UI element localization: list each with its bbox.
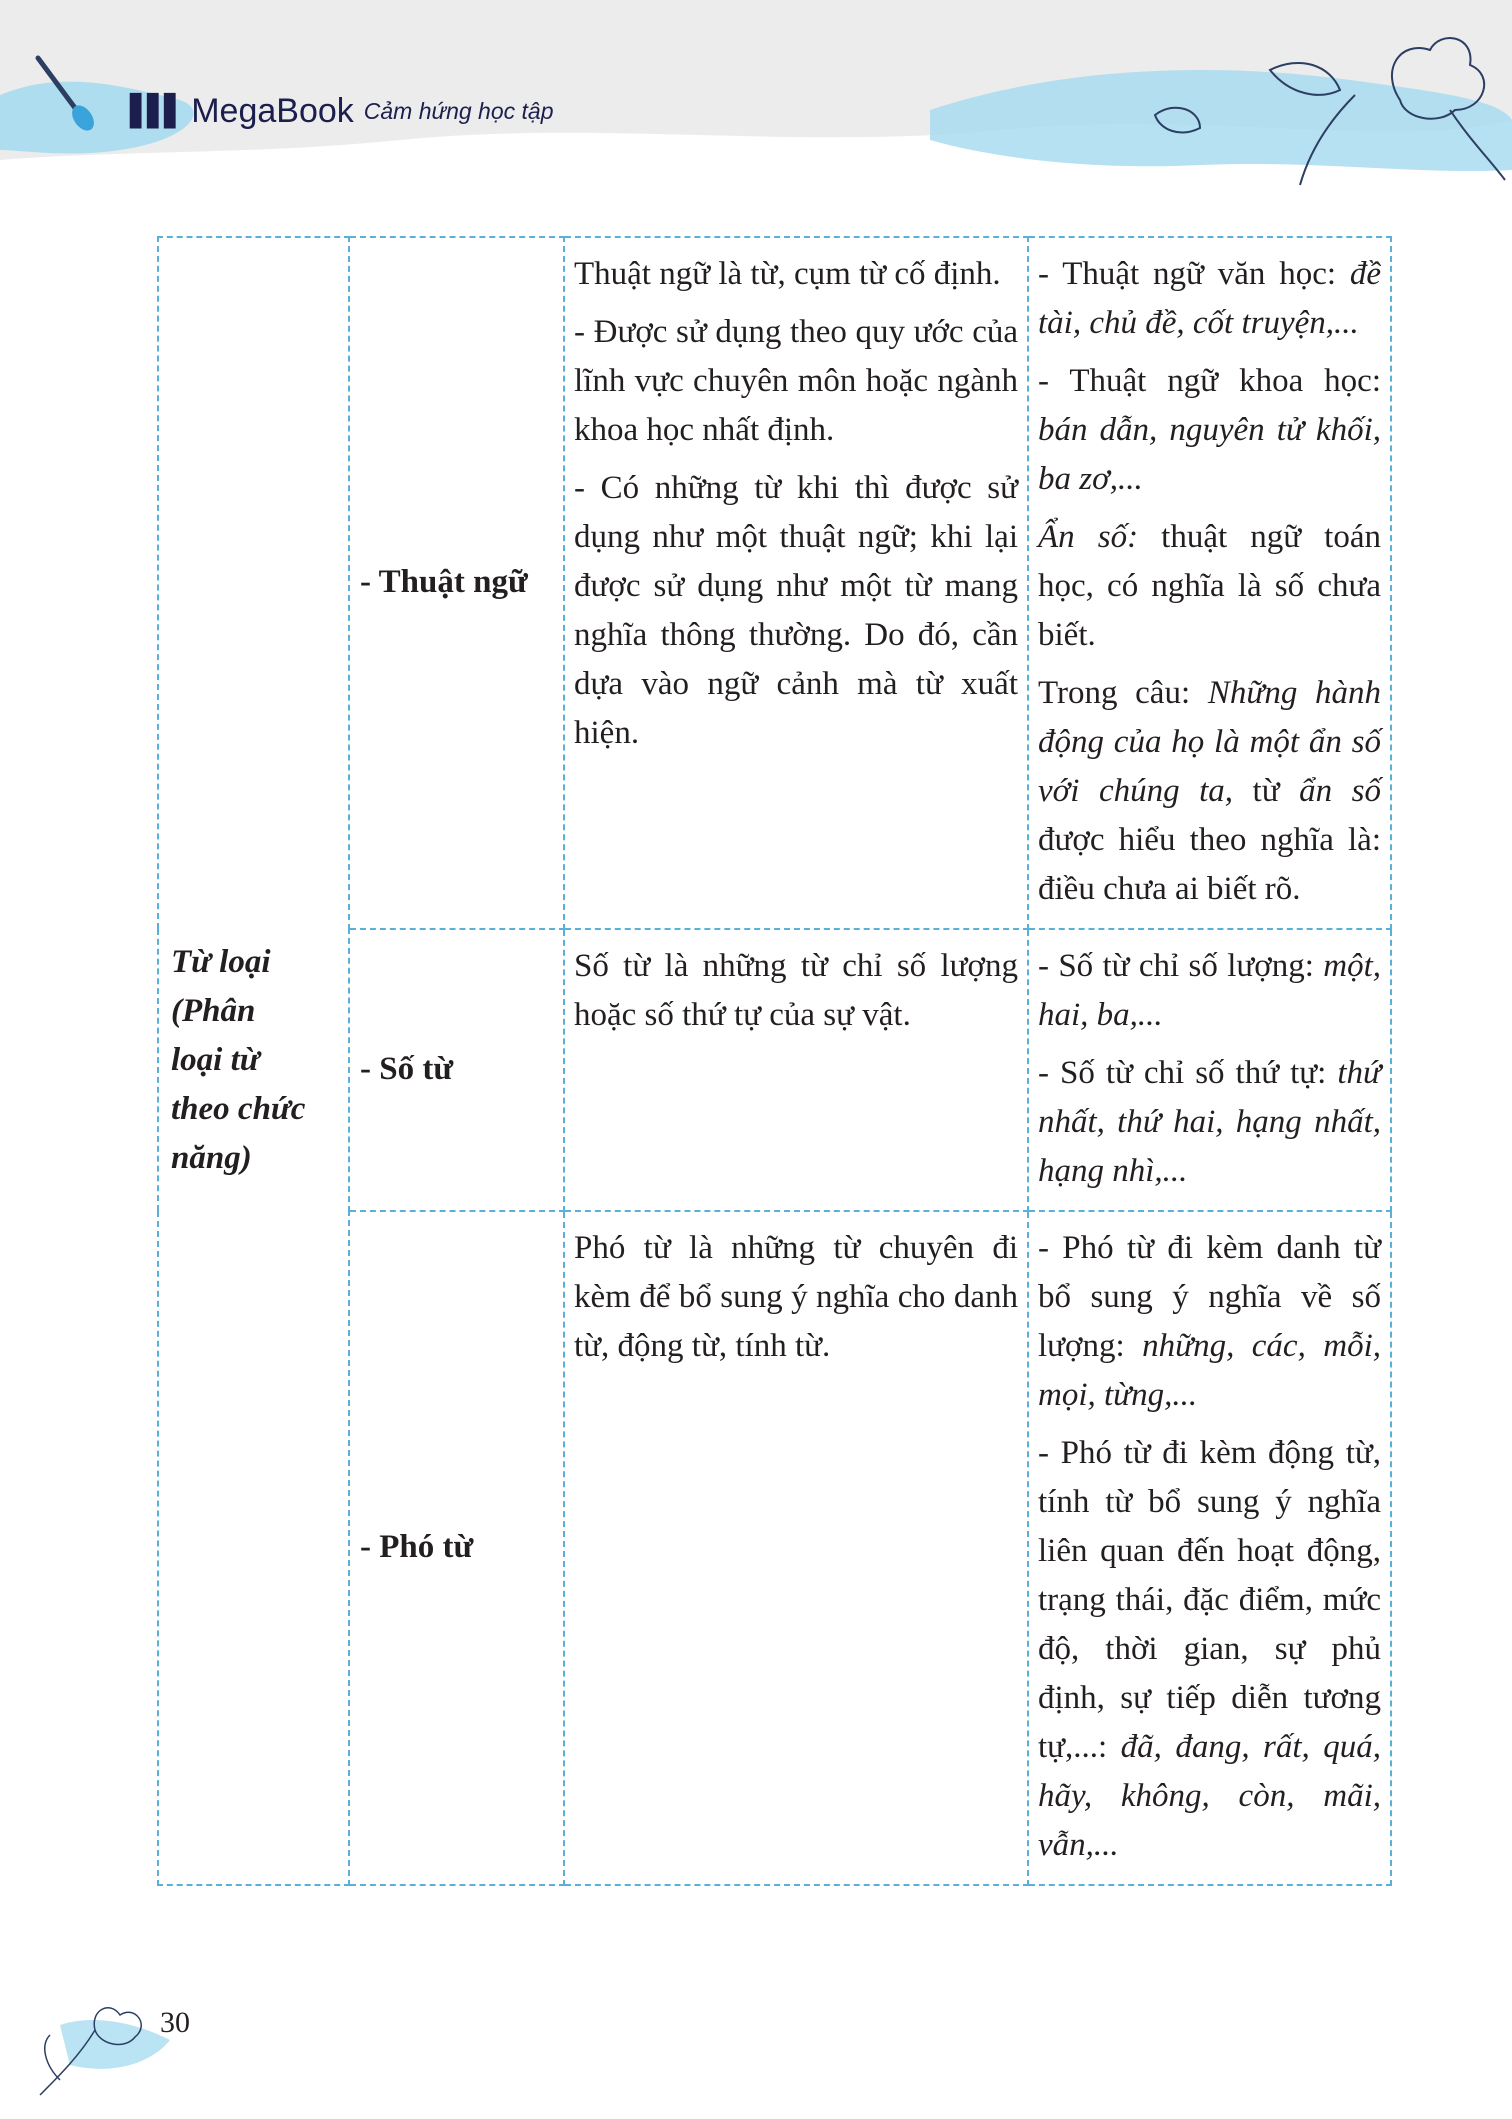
brand-name: MegaBook [191,92,354,130]
term-cell [349,237,564,929]
term-label: - Phó từ [360,1528,474,1565]
brand-logo [130,92,554,131]
example-cell [1028,929,1391,1211]
content-table [157,236,1392,1886]
example-cell [1028,1211,1391,1885]
example-text: - Số từ chỉ số thứ tự: thứ nhất, thứ hai, hạng nhất, hạng nhì,... [1038,1055,1381,1189]
example-text: - Phó từ đi kèm danh từ bổ sung ý nghĩa về số lượng: những, các, mỗi, mọi, từng,... [1038,1230,1381,1413]
example-text: - Thuật ngữ văn học: đề tài, chủ đề, cốt truyện,... [1038,256,1381,341]
example-text: - Số từ chỉ số lượng: một, hai, ba,... [1038,948,1381,1033]
term-label: - Thuật ngữ [360,563,528,600]
definition-cell [564,1211,1028,1885]
definition-text: Số từ là những từ chỉ số lượng hoặc số thứ tự của sự vật. [574,948,1018,1033]
example-text: - Phó từ đi kèm động từ, tính từ bổ sung ý nghĩa liên quan đến hoạt động, trạng thái, đặc điểm, mức độ, thời gian, sự phủ định, sự tiếp diễn tương tự,...: đã, đang, rất, quá, hãy, không, còn, mãi, vẫn,... [1038,1435,1381,1863]
footer-flower-icon [20,1985,190,2105]
example-cell [1028,237,1391,929]
definition-text: - Được sử dụng theo quy ước của lĩnh vực chuyên môn hoặc ngành khoa học nhất định. [574,314,1018,448]
definition-text: Phó từ là những từ chuyên đi kèm để bổ sung ý nghĩa cho danh từ, động từ, tính từ. [574,1230,1018,1364]
page-number: 30 [160,2006,190,2039]
definition-cell [564,237,1028,929]
brand-tagline: Cảm hứng học tập [363,98,554,124]
group-label: Từ loại (Phân loại từ theo chức năng) [171,943,306,1176]
definition-cell [564,929,1028,1211]
term-cell [349,1211,564,1885]
example-text: Trong câu: Những hành động của họ là một ẩn số với chúng ta, từ ẩn số được hiểu theo nghĩa là: điều chưa ai biết rõ. [1038,675,1381,907]
brand-bars-icon: ▌▌▌ [130,94,182,129]
term-cell [349,929,564,1211]
example-text: Ẩn số: thuật ngữ toán học, có nghĩa là số chưa biết. [1038,519,1381,653]
term-label: - Số từ [360,1050,454,1087]
group-label-cell [158,237,349,1885]
definition-text: Thuật ngữ là từ, cụm từ cố định. [574,256,1001,292]
table-row [158,237,1391,929]
example-text: - Thuật ngữ khoa học: bán dẫn, nguyên tử khối, ba zơ,... [1038,363,1381,497]
definition-text: - Có những từ khi thì được sử dụng như một thuật ngữ; khi lại được sử dụng như một từ mang nghĩa thông thường. Do đó, cần dựa vào ngữ cảnh mà từ xuất hiện. [574,470,1018,751]
